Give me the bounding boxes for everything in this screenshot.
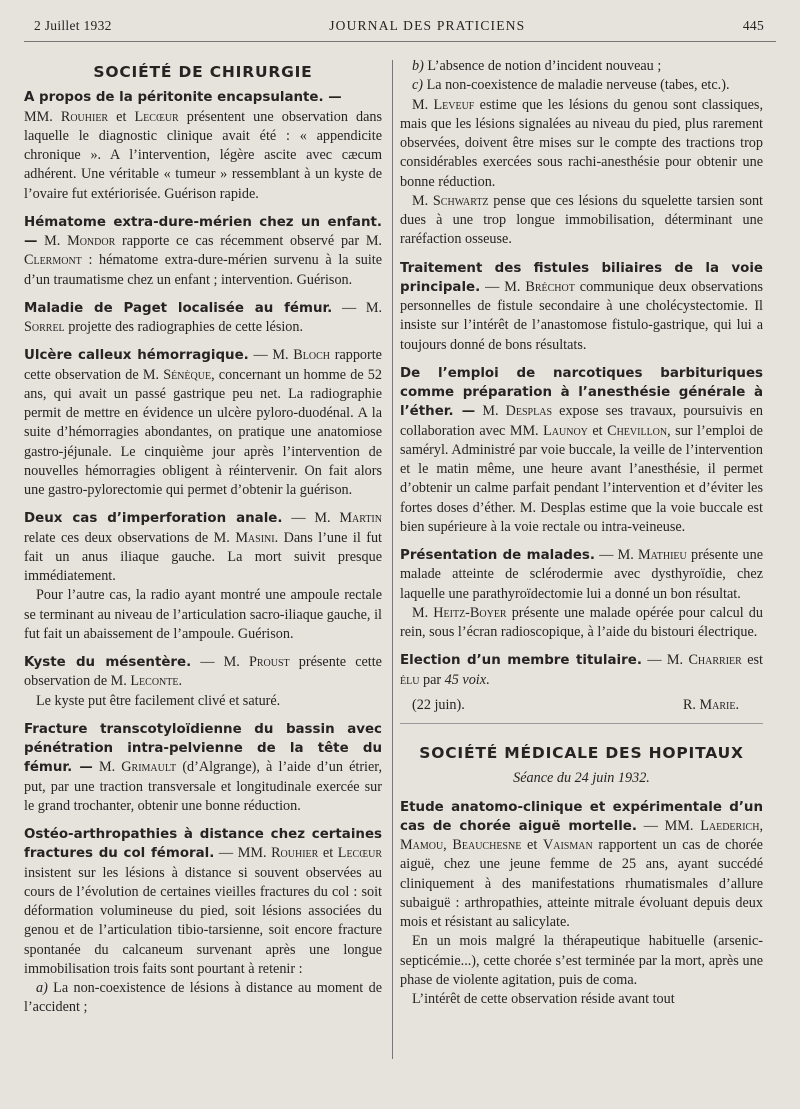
author-name: Desplas [505,403,553,420]
author-name: Grimault [121,759,177,776]
article-text: M. [412,192,433,209]
article-paragraph: En un mois malgré la thérapeutique habituelle (arsenic-septicémie...), cette chorée s’est terminée par la mort, après une phase de violente agitation, puis de coma. [400,933,763,988]
list-text: La non-coexistence de lésions à distance au moment de l’accident ; [24,980,382,1016]
right-column [400,57,763,1009]
article-title: Présentation de malades. [400,548,595,563]
list-item-a [24,979,382,1018]
list-item-c [400,76,763,95]
article-kyste [24,653,382,692]
article-title: Traitement des fistules biliaires de la voie principale. [400,260,763,295]
paragraph-leveuf [400,96,763,192]
article-title: Kyste du mésentère. [24,655,192,670]
author-name: Rouhier [60,108,109,125]
article-paragraph: Pour l’autre cas, la radio ayant montré une ampoule rectale se terminant au niveau de l’articulation sacro-iliaque gauche, il fut fait un abaissement de l’ampoule. Guérison. [24,587,382,642]
signature-line [400,696,763,715]
article-title: Ulcère calleux hémorragique. [24,348,249,364]
paragraph-schwartz [400,192,763,250]
article-hematome [24,213,382,290]
author-name: Sorrel [24,319,65,335]
article-text: rapportent un cas de chorée aiguë, chez une jeune femme de 25 ans, ayant succédé cliniquement à des manifestations rhumatismales d’allure subaiguë : arthropathies, atteinte mitrale évoluant depuis deux mois et résistant au salicylate. [400,837,763,930]
article-text: expose ses travaux, poursuivis en collaboration avec MM. [400,403,764,439]
article-text: — M. [248,347,294,364]
article-text: , [759,817,763,834]
article-paragraph: L’intérêt de cette observation réside avant tout [412,991,675,1007]
article-text: . Dans l’une il fut fait un anus iliaque gauche. La mort suivit presque immédiatement. [24,529,382,584]
article-osteo [24,825,382,979]
article-text: pense que ces lésions du squelette tarsien sont dues à une trop longue immobilisation, déterminant une raréfaction osseuse. [400,192,763,248]
author-name: Schwartz [432,192,489,209]
column-divider [392,60,393,1059]
session-date: Séance du 24 juin 1932. [513,770,650,787]
article-text: présente cette observation de M. [24,654,382,690]
author-name: Bloch [293,347,330,364]
author-name: Martin [339,510,382,527]
article-peritonite [24,88,382,204]
article-text: rapporte ce cas récemment observé par M. [115,233,382,249]
article-text: par [419,671,445,688]
article-text: — M. [332,299,382,316]
vote-count: 45 voix [444,671,487,688]
header-rule [24,41,776,42]
article-text: projette des radiographies de cette lésion. [64,319,304,335]
author-name: Laederich [700,817,760,834]
page-header [34,18,764,40]
article-title: Hématome extra-dure-mérien chez un enfant. — [24,214,382,249]
article-text: . [486,671,490,688]
article-text: relate ces deux observations de M. [24,529,236,546]
article-text: et [318,845,338,862]
article-text: rapporte cette observation de M. [24,347,382,383]
article-text: M. [412,96,434,113]
article-text: insistent sur les lésions à distance si souvent observées au cours de l’évolution de certaines vieilles fractures du col : soit déformation volumineuse du pied, soit lésions associées du genou et de l’articulation tibio-tarsienne, soit encore fracture spontanée du calcaneum survenant après une longue immobilisation trois faits sont pourtant à retenir : [24,864,382,977]
author-name: Chevillon [607,422,668,439]
author-name: Rouhier [271,845,319,862]
article-text: M. [475,403,506,420]
article-text: est [741,652,763,669]
article-ulcere [24,346,382,500]
article-text: M. [37,233,68,249]
article-text: présente une malade opérée pour calcul du rein, sous l’écran radioscopique, à l’aide du bistouri électrique. [400,604,763,640]
author-name: Leconte [130,673,179,690]
article-fracture [24,720,382,816]
author-name: Lecœur [134,108,179,125]
list-text: L’absence de notion d’incident nouveau ; [423,58,662,74]
author-name: Proust [248,654,290,670]
left-column [24,57,382,1018]
author-name: Launoy [543,422,588,439]
article-text: : hématome extra-dure-mérien survenu à la suite d’un traumatisme chez un enfant ; intervention. Guérison. [24,252,382,288]
article-text: . [178,673,183,690]
article-text: MM. [24,108,53,125]
article-barbituriques [400,364,763,537]
article-paget [24,299,382,338]
article-text: et [108,108,135,125]
author-name: Mondor [67,233,116,249]
author-name: Mamou [400,837,444,853]
article-text: (d’Algrange), à l’aide d’un étrier, put, par une traction transversale et longitudinale exercée sur le grand trochanter, obtenir une bonne réduction. [24,759,382,814]
article-title: Maladie de Paget localisée au fémur. [24,300,333,316]
list-letter: b) [412,58,424,74]
article-title: De l’emploi de narcotiques barbituriques comme préparation à l’anesthésie générale à l’éther. — [400,365,763,420]
article-text: — M. [282,510,340,527]
article-text: et [587,422,608,439]
list-letter: c) [412,77,424,94]
article-title: Etude anatomo-clinique et expérimentale d’un cas de chorée aiguë mortelle. [400,799,763,834]
article-text: — M. [480,278,526,295]
article-text: M. [92,759,122,776]
paragraph-heitz-boyer [400,604,763,643]
list-text: La non-coexistence de maladie nerveuse (tabes, etc.). [423,77,730,94]
article-title: Election d’un membre titulaire. [400,653,642,669]
article-text: , [443,837,453,853]
article-text: — M. [191,654,249,670]
section-title-chirurgie: SOCIÉTÉ DE CHIRURGIE [93,63,313,81]
signature-date: (22 juin). [412,696,465,713]
author-name: Vaisman [542,837,593,853]
author-name: Leveuf [433,96,475,113]
article-title: Deux cas d’imperforation anale. [24,511,283,527]
author-name: Mathieu [638,547,687,563]
author-name: Sénèque [163,366,212,383]
author-name: Lecœur [337,845,383,862]
list-item-b [400,57,763,76]
article-text: — MM. [636,817,701,834]
signature-name: R. Marie. [682,696,739,713]
author-name: Clermont [24,252,82,269]
section-separator [400,723,763,724]
article-title: Fracture transcotyloïdienne du bassin avec pénétration intra-pelvienne de la tête du fémur. — [24,721,382,776]
author-name: Beauchesne [452,837,522,853]
article-text: — MM. [214,845,272,862]
author-name: Bréchot [525,278,575,295]
elected-word: élu [400,671,420,688]
article-text: présentent une observation dans laquelle le diagnostic clinique avait été : « appendicite chronique ». A l’intervention, légère ascite avec cæcum adhérent. Une véritable « tumeur » ressemblant à un kyste de l’ovaire fut extériorisée. Guérison rapide. [24,108,383,202]
article-text: , concernant un homme de 52 ans, qui avait un passé gastrique peu net. La radiographie permit de mettre en évidence un ulcère pyloro-duodénal. A la suite d’hémorragies abondantes, on pratique une anatomiose gastro-jéjunale. Le cinquième jour après l’intervention de nouvelles hémorragies obligent à réintervenir. On fait alors une gastro-pylorectomie qui permet d’obtenir la guérison. [24,366,382,498]
article-text: communique deux observations personnelles de fistule secondaire à une cholécystectomie. Il insiste sur l’intérêt de l’anastomose fistulo-gastrique, qui lui a toujours donné de bons résultats. [400,278,763,353]
section-title-hopitaux: SOCIÉTÉ MÉDICALE DES HOPITAUX [419,744,744,762]
article-text: M. [412,604,434,621]
article-text: et [521,837,543,853]
author-name: Heitz-Boyer [433,604,507,621]
article-paragraph: Le kyste put être facilement clivé et saturé. [36,692,281,709]
article-fistules [400,259,763,355]
article-text: , sur l’emploi de saméryl. Administré par voie buccale, la veille de l’intervention et le matin même, une heure avant l’anesthésie, il permet d’obtenir un calme parfait pendant l’intervention et d’éviter les fortes doses d’éther. M. Desplas estime que la voie buccale est bien supérieure à la voie rectale ou intra-veineuse. [400,422,763,535]
article-imperforation [24,509,382,586]
article-text: présente une malade atteinte de sclérodermie avec dysthyroïdie, chez laquelle une parathyroïdectomie lui a donné un bon résultat. [400,547,763,602]
header-date: 2 Juillet 1932 [34,18,112,33]
article-text: estime que les lésions du genou sont classiques, mais que les lésions signalées au niveau du pied, plus rarement observées, doivent être mises sur le compte des tractions trop considérables exercées sous rachi-anesthésie pour obtenir une bonne réduction. [400,96,763,190]
page-number: 445 [742,18,764,33]
article-presentation [400,546,763,604]
article-election [400,651,763,690]
article-text: — M. [641,652,689,669]
list-letter: a) [36,980,48,996]
article-title: Ostéo-arthropathies à distance chez certaines fractures du col fémoral. [24,827,382,862]
journal-title: JOURNAL DES PRATICIENS [329,18,526,33]
author-name: Masini [235,529,275,546]
article-text: — M. [594,547,639,563]
author-name: Charrier [688,652,742,669]
article-title: A propos de la péritonite encapsulante. — [24,90,342,106]
article-choree [400,798,763,933]
